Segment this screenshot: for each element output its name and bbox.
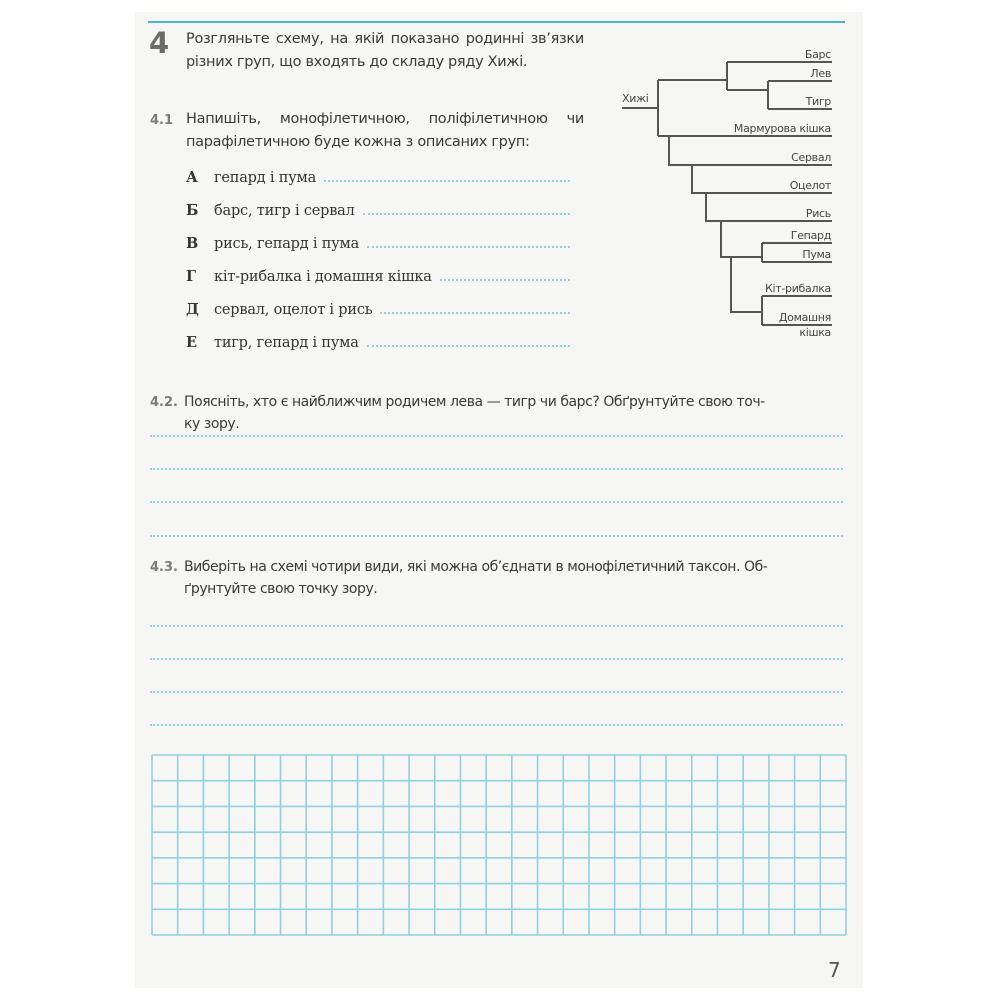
question-4-2-line-2: ку зору. bbox=[184, 416, 240, 432]
answer-line-4-2-2[interactable] bbox=[150, 468, 843, 470]
tree-leaf-marmurova: Мармурова кішка bbox=[733, 122, 831, 135]
question-4-2-line-1: Поясніть, хто є найближчим родичем лева — тигр чи барс? Обґрунтуйте свою точ- bbox=[184, 394, 765, 410]
question-4-3-line-2: ґрунтуйте свою точку зору. bbox=[184, 581, 378, 597]
question-4-1-label: 4.1 bbox=[150, 113, 174, 128]
item-letter: В bbox=[186, 235, 199, 252]
question-4-2-text bbox=[184, 391, 844, 435]
item-text: тигр, гепард і пума bbox=[214, 335, 359, 351]
question-4-3-label: 4.3. bbox=[150, 560, 178, 575]
task-number: 4 bbox=[149, 26, 170, 60]
tree-leaf-rys: Рись bbox=[805, 207, 831, 220]
item-text: рись, гепард і пума bbox=[214, 236, 360, 252]
question-4-1-text: Напишіть, монофілетичною, поліфілетичною чи парафілетичною буде кожна з описаних груп: bbox=[186, 111, 584, 150]
question-4-2-label: 4.2. bbox=[150, 395, 178, 410]
tree-leaf-serval: Сервал bbox=[791, 151, 831, 164]
tree-leaf-domashnia: Домашня bbox=[778, 311, 831, 324]
item-letter: Г bbox=[186, 268, 197, 285]
answer-line-4-3-4[interactable] bbox=[150, 724, 843, 726]
tree-leaf-lev: Лев bbox=[810, 67, 831, 80]
answer-line-4-2-3[interactable] bbox=[150, 501, 843, 503]
squared-writing-grid[interactable] bbox=[150, 753, 848, 937]
tree-leaf-bars: Барс bbox=[804, 48, 831, 61]
phylogenetic-tree bbox=[0, 0, 1000, 360]
tree-root-label: Хижі bbox=[622, 92, 649, 105]
tree-leaf-puma: Пума bbox=[802, 248, 831, 261]
tree-leaf-ocelot: Оцелот bbox=[789, 179, 831, 192]
tree-branch-gepard-puma bbox=[721, 221, 762, 257]
item-text: кіт-рибалка і домашня кішка bbox=[214, 269, 432, 285]
item-text: сервал, оцелот і рись bbox=[214, 302, 373, 318]
item-text: гепард і пума bbox=[214, 170, 317, 186]
item-letter: Е bbox=[186, 334, 198, 351]
tree-leaf-kishka: кішка bbox=[799, 326, 831, 339]
answer-line-4-3-3[interactable] bbox=[150, 691, 843, 693]
tree-leaf-gepard: Гепард bbox=[790, 229, 831, 242]
item-letter: А bbox=[186, 169, 198, 186]
tree-leaf-tygr: Тигр bbox=[805, 95, 831, 108]
question-4-3-text bbox=[184, 556, 844, 600]
answer-line-4-3-1[interactable] bbox=[150, 625, 843, 627]
page-number: 7 bbox=[828, 958, 841, 982]
task-intro: Розгляньте схему, на якій показано родинні зв’язки різних груп, що входять до складу ряду Хижі. bbox=[186, 31, 584, 70]
answer-line-4-2-1[interactable] bbox=[150, 435, 843, 437]
tree-branch-felis bbox=[731, 257, 762, 312]
question-4-3-line-1: Виберіть на схемі чотири види, які можна об’єднати в монофілетичний таксон. Об- bbox=[184, 559, 768, 575]
tree-leaf-kit-rybalka: Кіт-рибалка bbox=[764, 282, 831, 295]
answer-line-4-3-2[interactable] bbox=[150, 658, 843, 660]
answer-line-4-2-4[interactable] bbox=[150, 535, 843, 537]
item-letter: Б bbox=[186, 202, 199, 219]
item-letter: Д bbox=[186, 301, 199, 318]
item-text: барс, тигр і сервал bbox=[214, 203, 355, 219]
